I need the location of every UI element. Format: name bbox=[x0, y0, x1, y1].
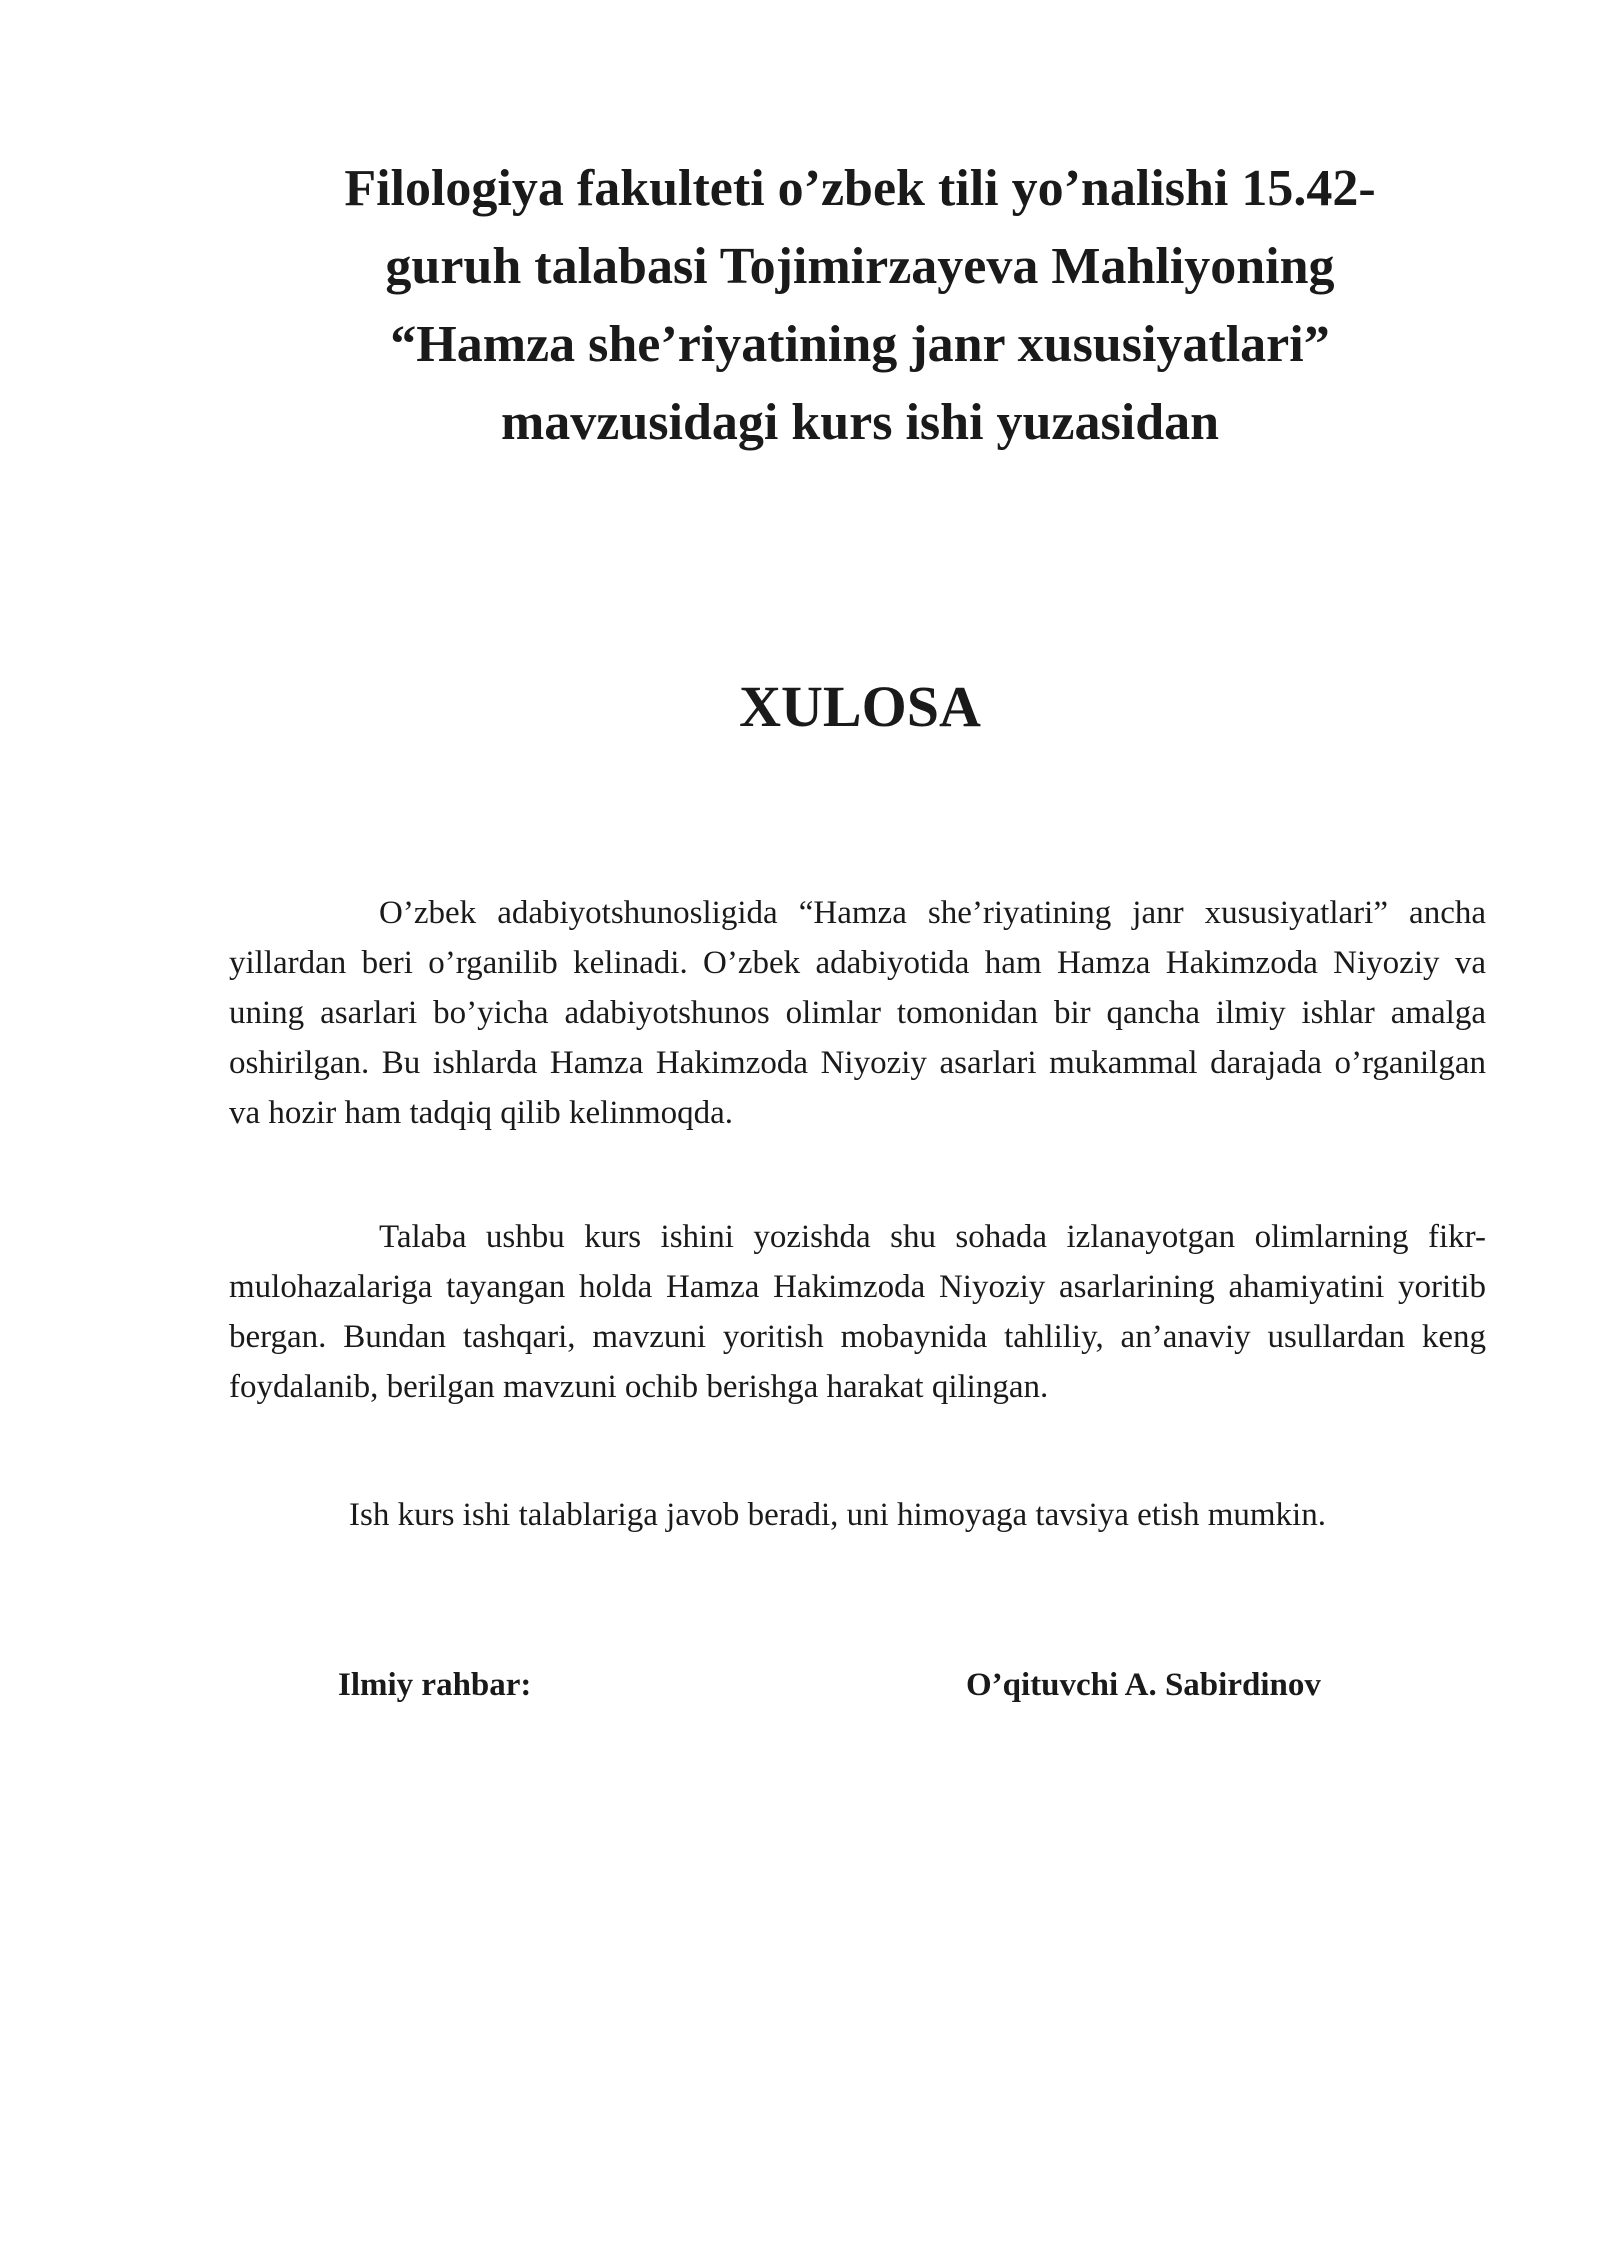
paragraph-3: Ish kurs ishi talablariga javob beradi, uni himoyaga tavsiya etish mumkin. bbox=[349, 1497, 1326, 1533]
document-heading bbox=[200, 150, 1520, 462]
heading-line-2: guruh talabasi Tojimirzayeva Mahliyoning bbox=[385, 238, 1335, 295]
heading-line-3: “Hamza she’riyatining janr xususiyatlari” bbox=[390, 316, 1330, 373]
document-title: XULOSA bbox=[739, 674, 981, 739]
paragraph-2: Talaba ushbu kurs ishini yozishda shu sohada izlanayotgan olimlarning fikr-mulohazalariga tayangan holda Hamza Hakimzoda Niyoziy asarlarining ahamiyatini yoritib bergan. Bundan tashqari, mavzuni yoritish mobaynida tahliliy, an’anaviy usullardan keng foydalanib, berilgan mavzuni ochib berishga harakat qilingan. bbox=[229, 1219, 1486, 1405]
heading-line-4: mavzusidagi kurs ishi yuzasidan bbox=[500, 394, 1220, 451]
signature-label: Ilmiy rahbar: bbox=[338, 1667, 532, 1703]
heading-line-1: Filologiya fakulteti o’zbek tili yo’nalishi 15.42- bbox=[344, 160, 1376, 217]
signature-name: O’qituvchi A. Sabirdinov bbox=[966, 1667, 1321, 1703]
paragraph-1: O’zbek adabiyotshunosligida “Hamza she’riyatining janr xususiyatlari” ancha yillardan beri o’rganilib kelinadi. O’zbek adabiyotida ham Hamza Hakimzoda Niyoziy va uning asarlari bo’yicha adabiyotshunos olimlar tomonidan bir qancha ilmiy ishlar amalga oshirilgan. Bu ishlarda Hamza Hakimzoda Niyoziy asarlari mukammal darajada o’rganilgan va hozir ham tadqiq qilib kelinmoqda. bbox=[229, 895, 1486, 1131]
